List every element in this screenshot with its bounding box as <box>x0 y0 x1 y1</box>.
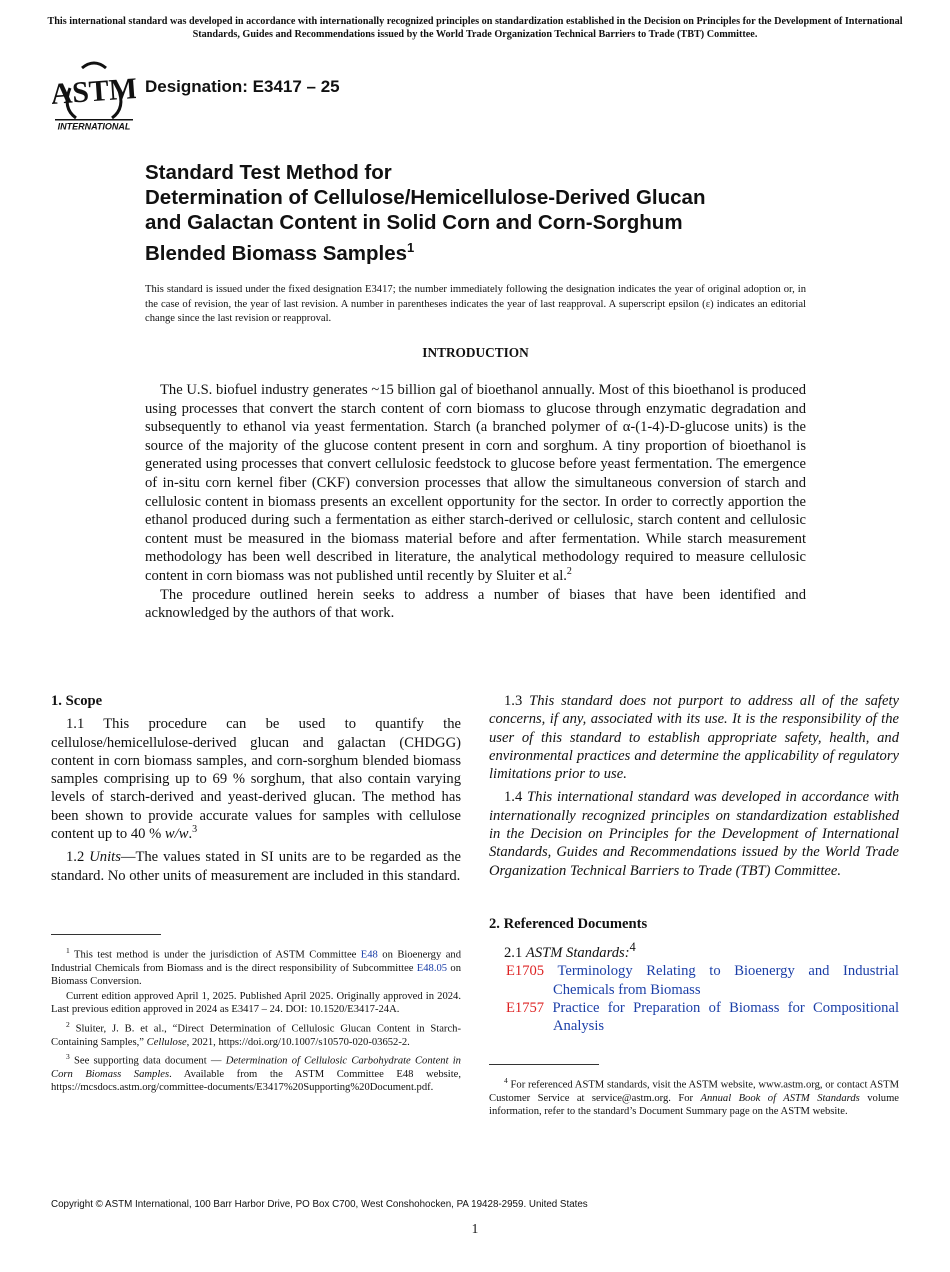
copyright-line: Copyright © ASTM International, 100 Barr Harbor Drive, PO Box C700, West Conshohocken, PA 19428-2959. United States <box>51 1199 588 1210</box>
footnote-divider <box>489 1064 599 1065</box>
svg-text:ASTM: ASTM <box>52 72 136 111</box>
page-number: 1 <box>471 1221 479 1236</box>
title-line: Standard Test Method for <box>145 161 392 184</box>
title-line: Blended Biomass Samples$^1$ <box>145 240 415 265</box>
paragraph: The procedure outlined herein seeks to address a number of biases that have been identified and acknowledged by the authors of that work. <box>145 586 806 622</box>
title-line: and Galactan Content in Solid Corn and Corn-Sorghum <box>145 211 683 234</box>
footnote-ref: 4 <box>629 940 636 955</box>
footnote: $^1$ This test method is under the jurisdiction of ASTM Committee E48 on Bioenergy and Industrial Chemicals from Biomass and is the direct responsibility of Subcommittee E48.05 on Biomass Conversion. <box>51 946 461 988</box>
issue-note: This standard is issued under the fixed designation E3417; the number immediately following the designation indicates the year of original adoption or, in the case of revision, the year of last revision. A number in parentheses indicates the year of last reapproval. A superscript epsilon (ε) indicates an editorial change since the last revision or reapproval. <box>145 284 806 325</box>
section-heading: 2. Referenced Documents <box>489 916 648 932</box>
section-heading: 1. Scope <box>51 693 103 709</box>
astm-logo <box>52 58 136 132</box>
introduction-body <box>145 381 806 623</box>
footnote-ref: 3 <box>192 824 198 836</box>
subcommittee-link-e48-05[interactable]: E48.05 <box>416 962 448 974</box>
scope-section <box>51 692 461 890</box>
reference-link-e1757[interactable]: E1757 Practice for Preparation of Biomass for Compositional Analysis <box>506 1000 900 1035</box>
tbt-notice: This international standard was developed in accordance with internationally recognized principles on standardization established in the Decision on Principles for the Development of International Standards, Guides and Recommendations issued by the World Trade Organization Technical Barriers to Trade (TBT) Committee. <box>47 16 903 40</box>
paragraph: 1.3 This standard does not purport to address all of the safety concerns, if any, associated with its use. It is the responsibility of the user of this standard to establish appropriate safety, health, and environmental practices and determine the applicability of regulatory limitations prior to use. <box>489 693 899 783</box>
reference-link-e1705[interactable]: E1705 Terminology Relating to Bioenergy and Industrial Chemicals from Biomass <box>506 963 899 998</box>
paragraph: 1.1 This procedure can be used to quantify the cellulose/hemicellulose-derived glucan and galactan (CHDGG) content in corn biomass samples, and corn-sorghum blended biomass samples comprising up to 69 % sorghum, that also contain varying levels of starch-derived and yeast-derived glucan. The method has been shown to provide accurate values for samples with cellulose content up to 40 % w/w.$^3$ <box>51 716 461 843</box>
footnote: $^3$ See supporting data document — Determination of Cellulosic Carbohydrate Content in Corn Biomass Samples. Available from the ASTM Committee E48 website, https://mcsdocs.astm.org/committee-documents/E3417%20Supporting%20Document.pdf. <box>51 1051 461 1094</box>
paragraph: 2.1 ASTM Standards:$^4$ <box>504 940 636 962</box>
referenced-documents-section <box>489 915 899 1036</box>
introduction-heading: INTRODUCTION <box>422 345 529 360</box>
paragraph: The U.S. biofuel industry generates ~15 billion gal of bioethanol annually. Most of this bioethanol is produced using processes that convert the starch content of corn biomass to glucose through enzymatic degradation and subsequently to ethanol via yeast fermentation. Starch (a branched polymer of α-(1-4)-D-glucose units) is the source of the majority of the glucose content present in corn and sorghum. A tiny proportion of bioethanol is generated using processes that convert cellulosic feedstock to glucose before yeast fermentation. The emergence of in-situ corn kernel fiber (CKF) conversion processes that allow the simultaneous conversion of starch and cellulosic content in biomass presents an excellent opportunity for the sector. In order to correctly apportion the ethanol produced during such a fermentation as either starch-derived or cellulosic, starch content and cellulosic content must be measured in the biomass material before and after fermentation. While starch measurement methodology has been well described in literature, the analytical methodology required to measure cellulosic content in corn biomass was not published until recently by Sluiter et al.$^2$ <box>145 382 806 584</box>
footnote: $^2$ Sluiter, J. B. et al., “Direct Determination of Cellulosic Glucan Content in Starch-Containing Samples,” Cellulose, 2021, https://doi.org/10.1007/s10570-020-03652-2. <box>51 1019 461 1048</box>
paragraph: 1.4 This international standard was developed in accordance with internationally recognized principles on standardization established in the Decision on Principles for the Development of International Standards, Guides and Recommendations issued by the World Trade Organization Technical Barriers to Trade (TBT) Committee. <box>489 789 900 879</box>
footnotes-left <box>51 944 461 1096</box>
title-line: Determination of Cellulose/Hemicellulose-Derived Glucan <box>145 186 706 209</box>
astm-logo-icon <box>52 58 136 132</box>
svg-text:INTERNATIONAL: INTERNATIONAL <box>57 121 131 132</box>
footnote-ref: 1 <box>407 240 415 255</box>
footnote: Current edition approved April 1, 2025. Published April 2025. Originally approved in 2024. Last previous edition approved in 2024 as E3417 – 24. DOI: 10.1520/E3417-24A. <box>51 990 461 1016</box>
paragraph: 1.2 Units—The values stated in SI units are to be regarded as the standard. No other units of measurement are included in this standard. <box>51 849 462 884</box>
scope-section-continued <box>489 692 899 885</box>
committee-link-e48[interactable]: E48 <box>360 949 378 961</box>
footnotes-right <box>489 1074 899 1120</box>
document-title <box>145 160 845 266</box>
footnote: $^4$ For referenced ASTM standards, visit the ASTM website, www.astm.org, or contact ASTM Customer Service at service@astm.org. For Annual Book of ASTM Standards volume information, refer to the standard’s Document Summary page on the ASTM website. <box>489 1076 900 1118</box>
footnote-divider <box>51 934 161 935</box>
designation: Designation: E3417 – 25 <box>145 77 340 96</box>
footnote-ref: 2 <box>566 566 572 578</box>
